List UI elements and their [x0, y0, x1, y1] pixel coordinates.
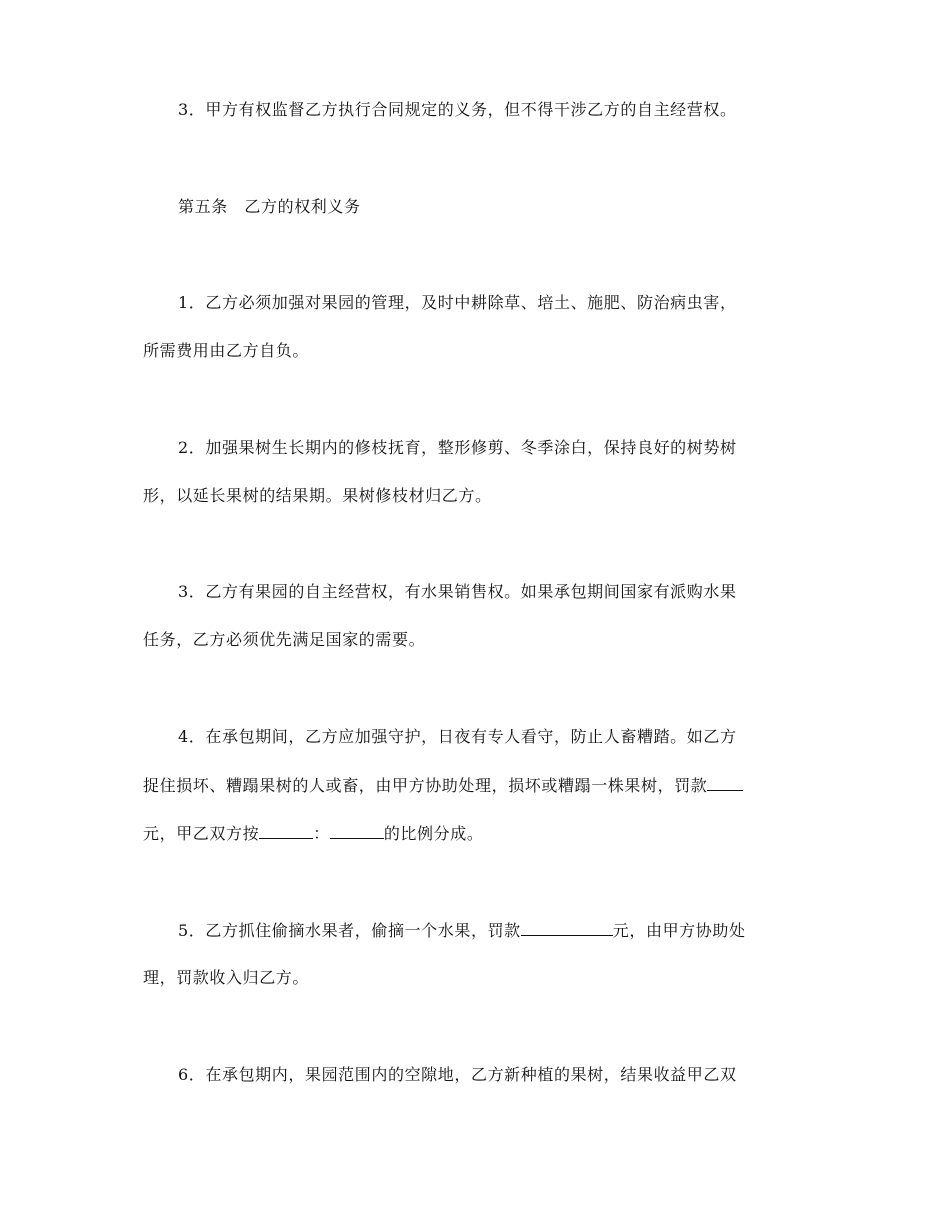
article-5-heading [178, 197, 361, 217]
clause-4-line-2 [143, 775, 743, 796]
clause-text: 任务，乙方必须优先满足国家的需要。 [143, 630, 426, 649]
clause-text: 5．乙方抓住偷摘水果者，偷摘一个水果，罚款 [178, 921, 521, 940]
clause-text: 4．在承包期间，乙方应加强守护，日夜有专人看守，防止人畜糟踏。如乙方 [178, 727, 737, 746]
clause-1-line-1 [178, 293, 737, 313]
clause-text: 3．乙方有果园的自主经营权，有水果销售权。如果承包期间国家有派购水果 [178, 582, 737, 601]
clause-3-line-1 [178, 582, 737, 602]
clause-text: 6．在承包期内，果园范围内的空隙地，乙方新种植的果树，结果收益甲乙双 [178, 1065, 737, 1084]
clause-4-line-3 [143, 823, 483, 844]
clause-text: 元，甲乙双方按 [143, 824, 260, 843]
clause-text: 1．乙方必须加强对果园的管理，及时中耕除草、培土、施肥、防治病虫害， [178, 293, 737, 312]
clause-text: 元，由甲方协助处 [612, 921, 746, 940]
clause-4-line-1 [178, 727, 737, 747]
clause-5-line-2 [143, 968, 309, 988]
share-ratio-a-blank[interactable] [259, 823, 313, 839]
clause-text: 所需费用由乙方自负。 [143, 341, 310, 360]
fine-amount-blank[interactable] [707, 775, 743, 791]
clause-5-line-1 [178, 920, 746, 941]
clause-text: 形，以延长果树的结果期。果树修枝材归乙方。 [143, 486, 492, 505]
clause-3-line-2 [143, 630, 425, 650]
share-ratio-b-blank[interactable] [330, 823, 384, 839]
clause-text: 3．甲方有权监督乙方执行合同规定的义务，但不得干涉乙方的自主经营权。 [178, 100, 737, 119]
clause-text: 的比例分成。 [383, 824, 484, 843]
clause-text: 捉住损坏、糟蹋果树的人或畜，由甲方协助处理，损坏或糟蹋一株果树，罚款 [143, 776, 708, 795]
clause-2-line-1 [178, 438, 737, 458]
clause-1-line-2 [143, 341, 309, 361]
clause-text: 2．加强果树生长期内的修枝抚育，整形修剪、冬季涂白，保持良好的树势树 [178, 438, 737, 457]
fruit-fine-blank[interactable] [521, 920, 613, 936]
clause-party-a-3 [178, 100, 737, 120]
clause-2-line-2 [143, 486, 492, 506]
clause-6-line-1 [178, 1065, 737, 1085]
ratio-colon: ： [313, 824, 330, 843]
heading-text: 第五条 乙方的权利义务 [178, 197, 361, 216]
clause-text: 理，罚款收入归乙方。 [143, 968, 310, 987]
